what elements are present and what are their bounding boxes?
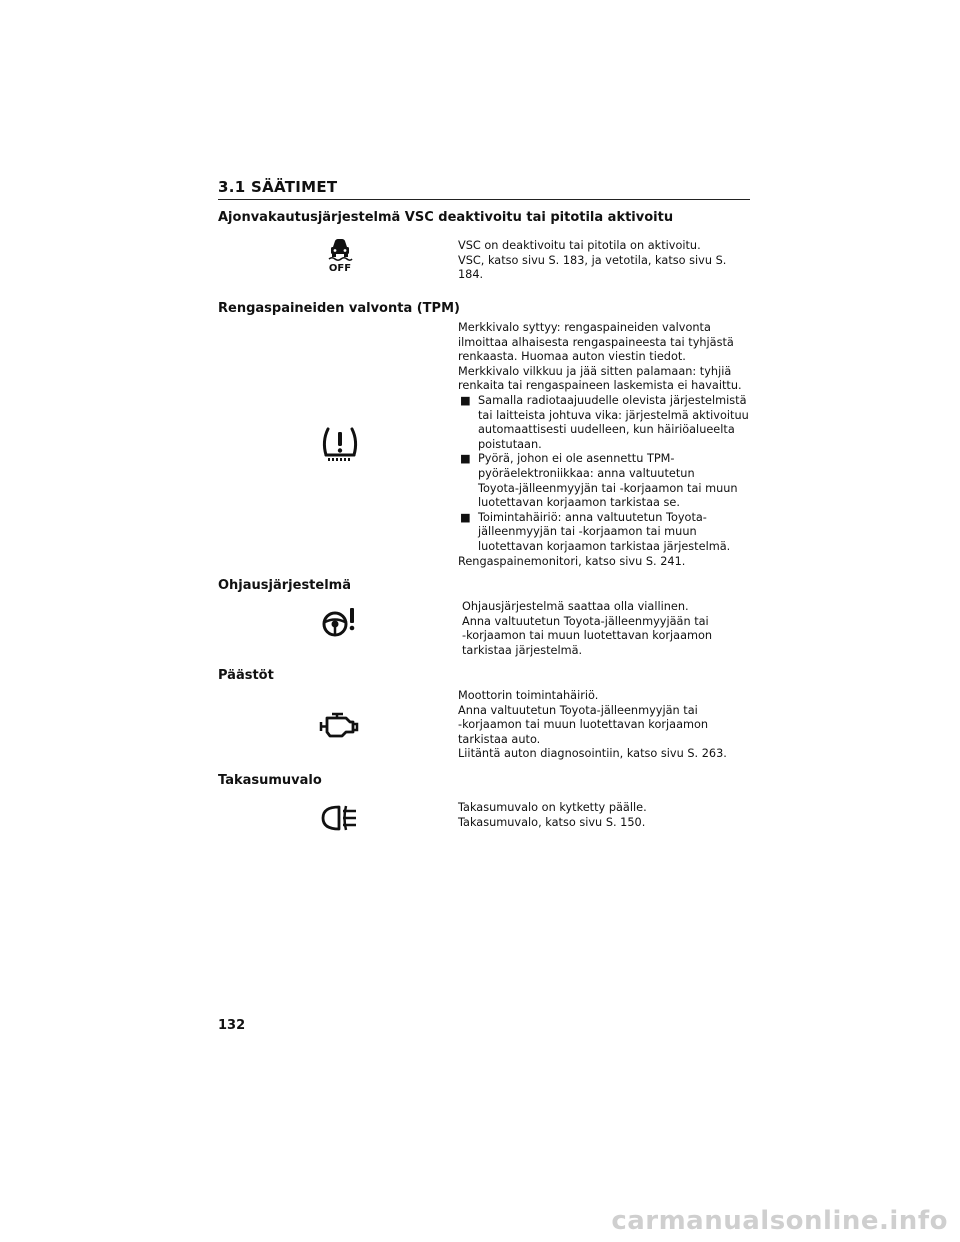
steering-heading: Ohjausjärjestelmä (218, 578, 351, 593)
tpm-bullet-item (458, 511, 754, 555)
tpm-heading: Rengaspaineiden valvonta (TPM) (218, 301, 460, 316)
tpm-bullet-line: Toyota-jälleenmyyjän tai -korjaamon tai muun (478, 481, 738, 495)
header-divider (218, 199, 750, 200)
rear-fog-light-icon (321, 804, 359, 834)
steering-line: tarkistaa järjestelmä. (462, 643, 583, 657)
tpm-bullet-line: luotettavan korjaamon tarkistaa järjestelmä. (478, 539, 731, 553)
emissions-description (458, 689, 754, 762)
tpm-intro-line: renkaasta. Huomaa auton viestin tiedot. (458, 350, 686, 364)
tpm-description (458, 321, 754, 569)
emissions-line: Anna valtuutetun Toyota-jälleenmyyjän tai (458, 703, 698, 717)
bullet-mark: ■ (460, 510, 471, 524)
tpm-intro-line: Merkkivalo vilkkuu ja jää sitten palamaan: tyhjiä (458, 364, 732, 378)
tpm-bullet-line: Samalla radiotaajuudelle olevista järjestelmistä (478, 393, 747, 407)
tpm-bullet-item (458, 452, 754, 510)
watermark: carmanualsonline.info (611, 1206, 948, 1236)
emissions-line: -korjaamon tai muun luotettavan korjaamon (458, 718, 709, 732)
foglight-line: Takasumuvalo, katso sivu S. 150. (458, 815, 646, 829)
tpm-bullet-line: Pyörä, johon ei ole asennettu TPM- (478, 452, 675, 466)
tpm-bullet-line: poistutaan. (478, 437, 542, 451)
vsc-off-icon (326, 236, 354, 274)
bullet-mark: ■ (460, 393, 471, 407)
tpm-bullet-line: luotettavan korjaamon tarkistaa se. (478, 496, 680, 510)
check-engine-icon (319, 710, 359, 740)
chapter-title: 3.1 SÄÄTIMET (218, 178, 338, 196)
steering-line: Anna valtuutetun Toyota-jälleenmyyjään tai (462, 614, 709, 628)
tpm-bullet-line: jälleenmyyjän tai -korjaamon tai muun (478, 525, 697, 539)
vsc-line: VSC on deaktivoitu tai pitotila on aktivoitu. (458, 239, 701, 252)
foglight-heading: Takasumuvalo (218, 773, 322, 788)
emissions-line: Liitäntä auton diagnosointiin, katso sivu S. 263. (458, 747, 727, 761)
tpm-bullet-line: automaattisesti uudelleen, kun häiriöalueelta (478, 423, 735, 437)
vsc-line: VSC, katso sivu S. 183, ja vetotila, katso sivu S. 184. (458, 253, 727, 282)
steering-warning-icon (321, 605, 359, 639)
emissions-line: Moottorin toimintahäiriö. (458, 689, 599, 702)
tpm-outro-line: Rengaspainemonitori, katso sivu S. 241. (458, 554, 686, 568)
steering-description (462, 600, 758, 658)
tpm-intro-line: ilmoittaa alhaisesta rengaspaineesta tai tyhjästä (458, 335, 734, 349)
page-number: 132 (218, 1018, 246, 1033)
tpm-bullet-line: Toimintahäiriö: anna valtuutetun Toyota- (478, 510, 707, 524)
foglight-description (458, 801, 754, 830)
tire-pressure-warning-icon (320, 424, 360, 464)
steering-line: -korjaamon tai muun luotettavan korjaamon (462, 629, 713, 643)
tpm-intro-line: Merkkivalo syttyy: rengaspaineiden valvonta (458, 321, 711, 334)
steering-line: Ohjausjärjestelmä saattaa olla viallinen. (462, 600, 689, 613)
emissions-line: tarkistaa auto. (458, 732, 541, 746)
tpm-bullet-line: tai laitteista johtuva vika: järjestelmä aktivoituu (478, 408, 749, 422)
bullet-mark: ■ (460, 452, 471, 466)
emissions-heading: Päästöt (218, 668, 274, 683)
vsc-description (458, 239, 754, 283)
vsc-off-icon-text: OFF (328, 263, 352, 274)
tpm-bullet-item (458, 394, 754, 452)
foglight-line: Takasumuvalo on kytketty päälle. (458, 801, 647, 814)
tpm-bullet-line: pyöräelektroniikkaa: anna valtuutetun (478, 466, 695, 480)
vsc-heading: Ajonvakautusjärjestelmä VSC deaktivoitu tai pitotila aktivoitu (218, 210, 674, 225)
tpm-intro-line: renkaita tai rengaspaineen laskemista ei havaittu. (458, 379, 742, 393)
